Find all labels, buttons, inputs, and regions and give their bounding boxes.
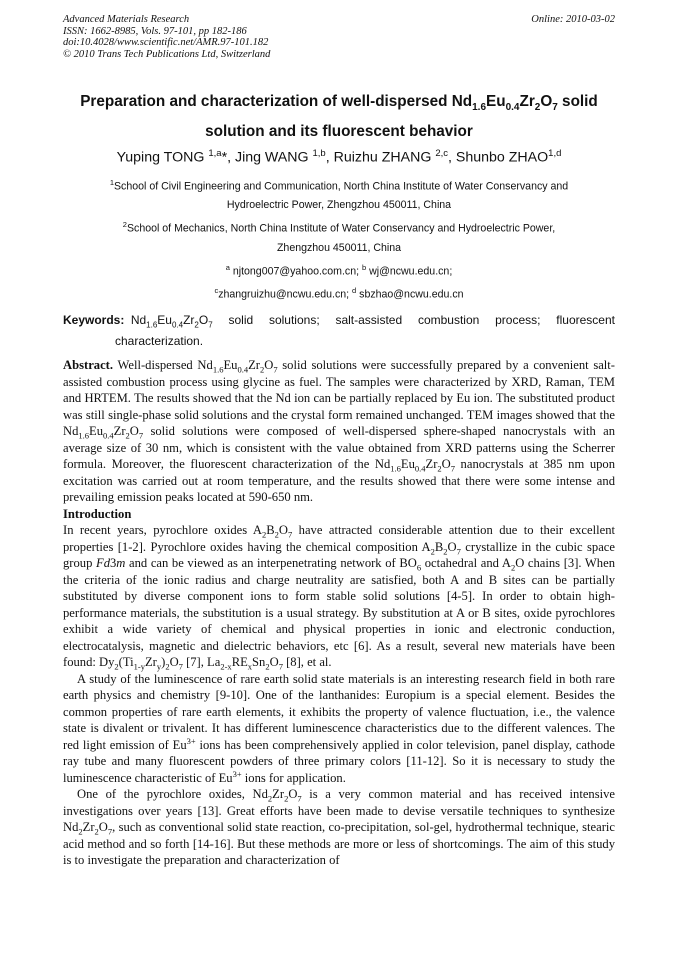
abstract: Abstract. Well-dispersed $Nd_{1.6}Eu_{0.4}Zr_2O_7$ solid solutions were successfully prepared by a convenient salt-assisted combustion process using glycine as fuel. The samples were characterized by XRD, Raman, TEM and HRTEM. The results showed that the Nd ion can be partially replaced by Eu ion. The substituted product was still single-phase solid solutions and the crystal form remained unchanged. TEM images showed that the $Nd_{1.6}Eu_{0.4}Zr_2O_7$ solid solutions were composed of well-dispersed sphere-shaped nanocrystals with an average size of 30 nm, which is consistent with the value obtained from XRD patterns using the Scherrer formula. Moreover, the fluorescent characterization of the $Nd_{1.6}Eu_{0.4}Zr_2O_7$ nanocrystals at 385 nm upon excitation was carried out at room temperature, and the results showed that there were some intense and prevailing emission peaks located at 590-650 nm. xyxy=(63,358,616,505)
author-list: Yuping TONG $^{1,a}$*, Jing WANG $^{1,b}$, Ruizhu ZHANG $^{2,c}$, Shunbo ZHAO$^{1,d}$ xyxy=(116,148,562,166)
paper-title: Preparation and characterization of well-dispersed $Nd_{1.6}Eu_{0.4}Zr_2O_7$ solid solution and its fluorescent behavior xyxy=(80,93,598,141)
keywords xyxy=(63,312,615,349)
copyright: © 2010 Trans Tech Publications Ltd, Switzerland xyxy=(63,48,271,60)
journal-name: Advanced Materials Research xyxy=(63,14,190,25)
intro-paragraph-1: In recent years, pyrochlore oxides $A_2B_2O_7$ have attracted considerable attention due to their excellent properties [1-2]. Pyrochlore oxides having the chemical composition $A_2B_2O_7$ crystallize in the cubic space group Fd3m and can be viewed as an interpenetrating network of $BO_6$ octahedral and $A_2O$ chains [3]. When the criteria of the ionic radius and charge neutrality are satisfied, both A and B sites can be partially substituted by diverse component ions to form stable solid solutions [4-5]. In order to obtain high-performance materials, the substitution is a usual strategy. By substitution at A or B sites, oxide pyrochlores exhibit a wide variety of chemical and physical properties in ionic and electronic conduction, electrocatalysis, magnetic and dielectric behaviors, etc [6]. As a result, several new materials have been found: $Dy_2(Ti_{1-y}Zr_y)_2O_7$ [7], $La_{2-x}RE_xSn_2O_7$ [8], et al. xyxy=(63,523,615,672)
keywords-text: $Nd_{1.6}Eu_{0.4}Zr_2O_7$ solid solutions; salt-assisted combustion process; fluorescent characterization. xyxy=(115,312,615,349)
affiliation-2-cont: Zhengzhou 450011, China xyxy=(276,241,402,254)
affiliations xyxy=(63,173,615,305)
introduction-heading: Introduction xyxy=(63,506,132,521)
issn: ISSN: 1662-8985, Vols. 97-101, pp 182-186 xyxy=(63,25,247,37)
intro-paragraph-3: One of the pyrochlore oxides, $Nd_2Zr_2O_7$ is a very common material and has received intensive investigations over years [13]. Great efforts have been made to devise versatile techniques to synthesize $Nd_2Zr_2O_7$, such as conventional solid state reaction, co-precipitation, sol-gel, hydrothermal technique, stearic acid method and so forth [14-16]. But these methods are more or less of shortcomings. The aim of this study is to investigate the preparation and characterization of xyxy=(63,787,615,868)
emails-line-1: $^a$ njtong007@yahoo.com.cn; $^b$ wj@ncwu.edu.cn; xyxy=(225,262,453,278)
journal-header xyxy=(63,14,615,60)
abstract-label: Abstract. xyxy=(63,358,114,373)
keywords-label: Keywords: xyxy=(63,312,125,327)
online-date: Online: 2010-03-02 xyxy=(531,14,615,25)
doi: doi:10.4028/www.scientific.net/AMR.97-101.182 xyxy=(63,37,269,48)
affiliation-2: $^2$School of Mechanics, North China Institute of Water Conservancy and Hydroelectric Power, xyxy=(122,220,556,235)
emails-line-2: $^c$zhangruizhu@ncwu.edu.cn; $^d$ sbzhao@ncwu.edu.cn xyxy=(214,286,464,301)
affiliation-1: $^1$School of Civil Engineering and Communication, North China Institute of Water Conservancy and xyxy=(109,177,569,193)
intro-paragraph-2: A study of the luminescence of rare earth solid state materials is an interesting research field in both rare earth physics and chemistry [9-10]. One of the lanthanides: Europium is a special element. Besides the common properties of rare earth elements, it exhibits the property of valence fluctuation, i.e., the valence state is divalent or trivalent. It has different luminescence characteristics due to the different valences. The red light emission of $Eu^{3+}$ ions has been comprehensively applied in color television, panel display, cathode ray tube and many fluorescent powders of three primary colors [11-12]. So it is necessary to study the luminescence characteristic of $Eu^{3+}$ ions for application. xyxy=(63,671,615,785)
affiliation-1-cont: Hydroelectric Power, Zhengzhou 450011, China xyxy=(226,199,452,212)
